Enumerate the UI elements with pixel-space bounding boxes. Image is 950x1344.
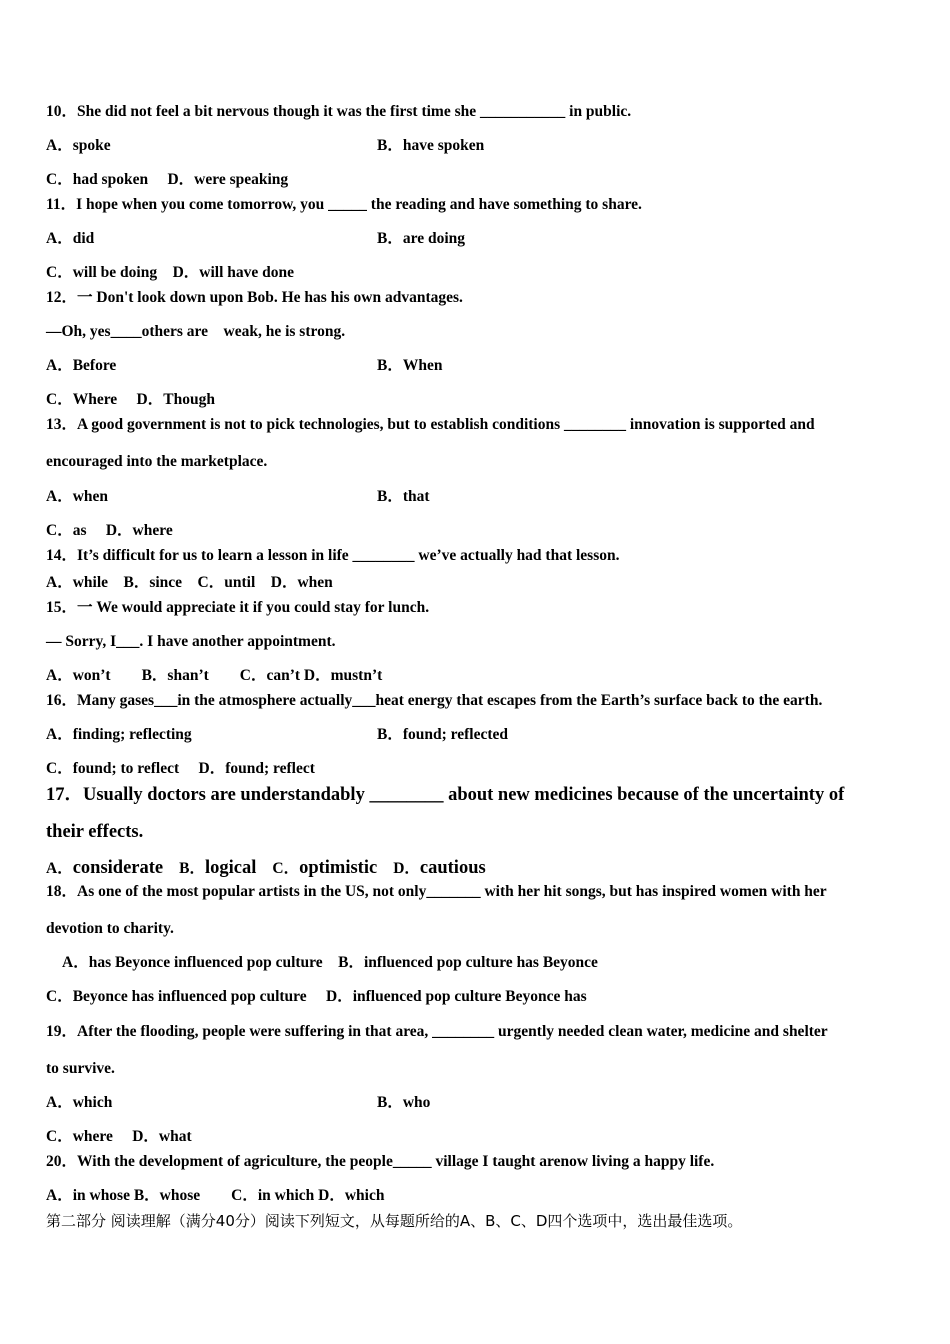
question-14-options: A．while B．since C．until D．when <box>46 574 333 591</box>
question-19-options-ab <box>46 1093 906 1113</box>
question-10-options-ab <box>46 136 906 156</box>
option-d-text: cautious <box>419 858 486 878</box>
option-c-text: optimistic <box>299 858 378 878</box>
question-13-options-ab <box>46 487 906 507</box>
question-18-stem: 18．As one of the most popular artists in the US, not only_______ with her hit songs, but has inspired women with her <box>46 883 827 900</box>
question-10-stem: 10．She did not feel a bit nervous though it was the first time she ___________ in public. <box>46 103 632 120</box>
question-16-options-cd: C．found; to reflect D．found; reflect <box>46 760 315 777</box>
option-b: B．that <box>377 488 430 505</box>
question-18-stem-line2: devotion to charity. <box>46 920 174 937</box>
question-17-stem-line2: their effects. <box>46 822 144 842</box>
question-18-options-cd: C．Beyonce has influenced pop culture D．influenced pop culture Beyonce has <box>46 988 587 1005</box>
question-19-stem: 19．After the flooding, people were suffering in that area, ________ urgently needed clean water, medicine and shelter <box>46 1023 828 1040</box>
option-b: B．who <box>377 1094 431 1111</box>
option-a: A．when <box>46 488 109 505</box>
question-13-stem: 13．A good government is not to pick technologies, but to establish conditions ________ innovation is supported and <box>46 416 815 433</box>
question-16-stem: 16．Many gases___in the atmosphere actually___heat energy that escapes from the Earth’s surface back to the earth. <box>46 692 823 709</box>
question-11-stem: 11．I hope when you come tomorrow, you _____ the reading and have something to share. <box>46 196 642 213</box>
option-a-text: considerate <box>72 858 164 878</box>
question-12-options-cd: C．Where D．Though <box>46 391 215 408</box>
option-a: A．did <box>46 230 95 247</box>
question-15-stem-line2: — Sorry, I___. I have another appointment. <box>46 633 336 650</box>
question-12-stem-line2: —Oh, yes____others are weak, he is strong. <box>46 323 346 340</box>
option-b: B．found; reflected <box>377 726 509 743</box>
option-a: A．which <box>46 1094 113 1111</box>
question-17-options <box>46 856 486 880</box>
question-10-options-cd: C．had spoken D．were speaking <box>46 171 289 188</box>
question-12-options-ab <box>46 356 906 376</box>
section-heading: 第二部分 阅读理解（满分40分）阅读下列短文，从每题所给的A、B、C、D四个选项中，选出最佳选项。 <box>46 1212 743 1230</box>
option-a-letter: A． <box>46 860 73 877</box>
option-b: B．are doing <box>377 230 465 247</box>
option-c-letter: C． <box>272 860 300 877</box>
option-b: B．When <box>377 357 443 374</box>
question-11-options-ab <box>46 229 906 249</box>
option-a: A．spoke <box>46 137 111 154</box>
question-12-stem: 12．一 Don't look down upon Bob. He has his own advantages. <box>46 289 463 306</box>
question-11-options-cd: C．will be doing D．will have done <box>46 264 295 281</box>
question-19-options-cd: C．where D．what <box>46 1128 192 1145</box>
question-13-stem-line2: encouraged into the marketplace. <box>46 453 268 470</box>
question-18-options-ab: A．has Beyonce influenced pop culture B．influenced pop culture has Beyonce <box>62 954 598 971</box>
question-19-stem-line2: to survive. <box>46 1060 115 1077</box>
option-d-letter: D． <box>393 860 420 877</box>
question-15-options: A．won’t B．shan’t C．can’t D．mustn’t <box>46 667 383 684</box>
option-a: A．Before <box>46 357 117 374</box>
option-b: B．have spoken <box>377 137 485 154</box>
question-20-options: A．in whose B．whose C．in which D．which <box>46 1187 385 1204</box>
question-14-stem: 14．It’s difficult for us to learn a lesson in life ________ we’ve actually had that lesson. <box>46 547 620 564</box>
question-13-options-cd: C．as D．where <box>46 522 173 539</box>
option-b-text: logical <box>204 858 257 878</box>
question-20-stem: 20．With the development of agriculture, the people_____ village I taught arenow living a happy life. <box>46 1153 715 1170</box>
question-16-options-ab <box>46 725 906 745</box>
option-a: A．finding; reflecting <box>46 726 192 743</box>
option-b-letter: B． <box>179 860 205 877</box>
question-15-stem: 15．一 We would appreciate it if you could stay for lunch. <box>46 599 430 616</box>
question-17-stem: 17．Usually doctors are understandably ________ about new medicines because of the uncertainty of <box>46 785 845 805</box>
